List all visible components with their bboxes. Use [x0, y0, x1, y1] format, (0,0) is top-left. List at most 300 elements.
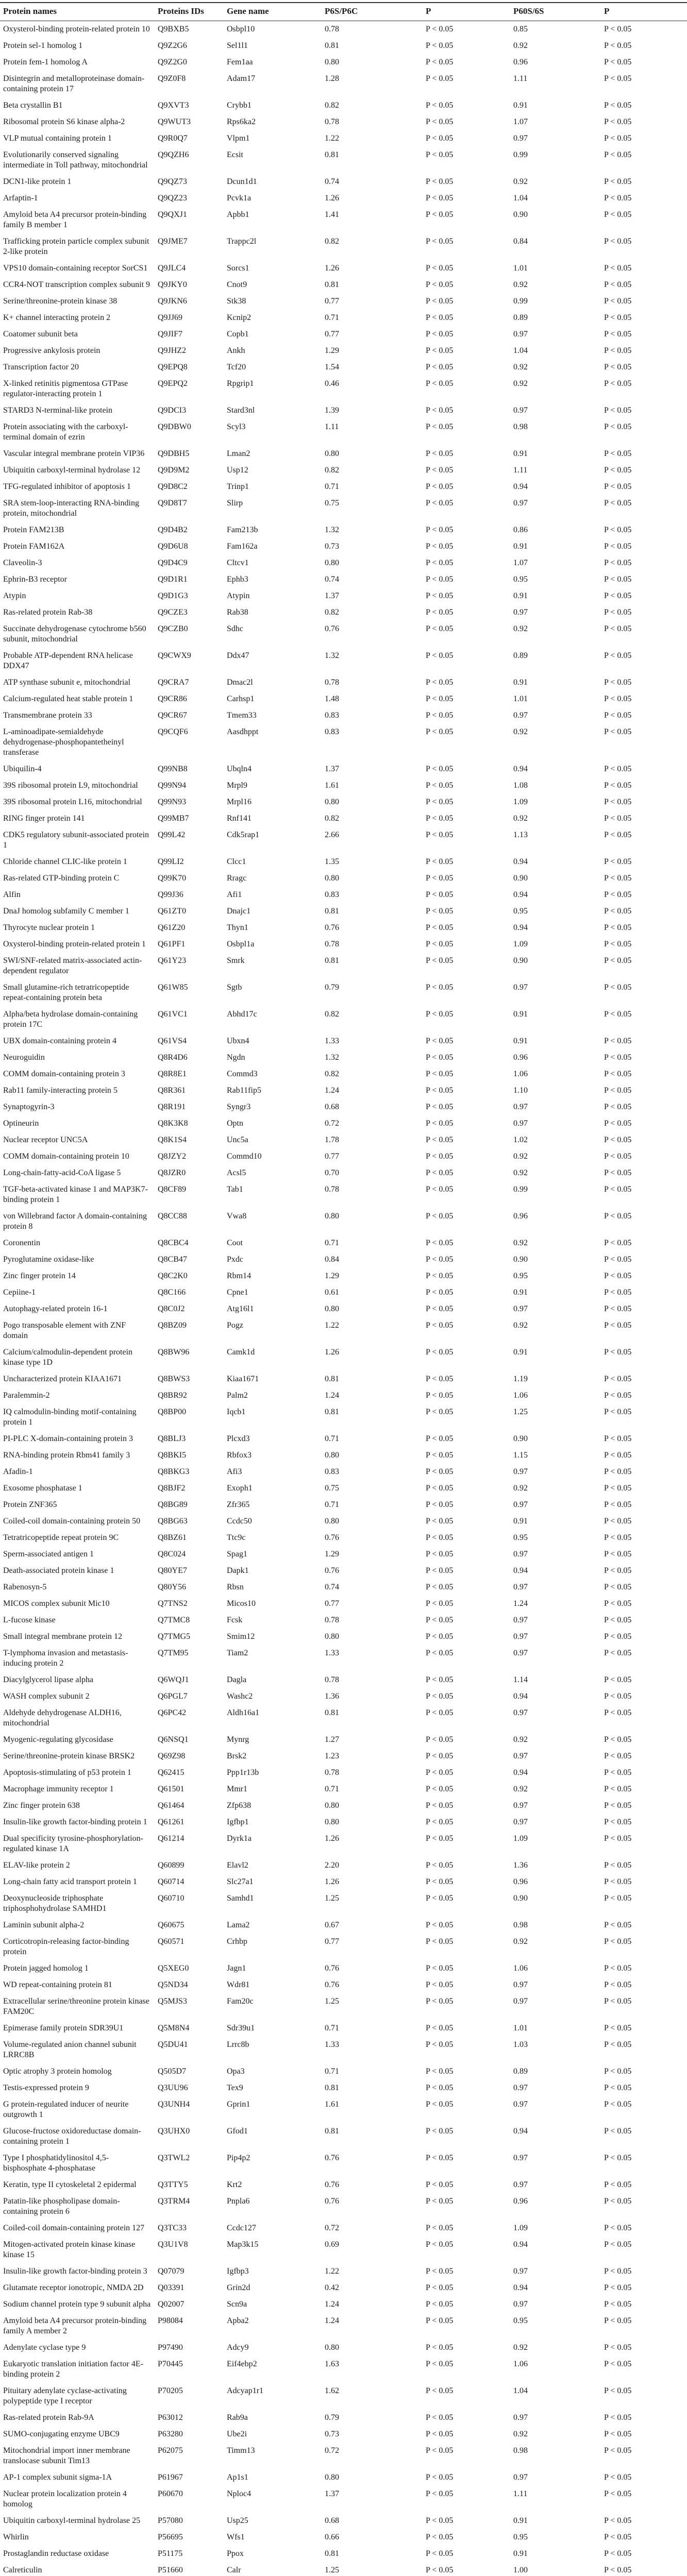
cell-gene-name: Dnajc1	[227, 907, 251, 916]
cell-ratio-p60s-6s: 0.97	[513, 711, 528, 720]
cell-p-value-1: P < 0.05	[426, 1010, 454, 1019]
header-p-value-1: P	[423, 3, 510, 21]
cell-p-value-2: P < 0.05	[604, 2533, 632, 2541]
cell-p-value-2: P < 0.05	[604, 1500, 632, 1509]
cell-ratio-p60s-6s: 0.94	[513, 1566, 528, 1575]
table-row	[0, 571, 687, 588]
cell-p-value-1: P < 0.05	[426, 2316, 454, 2325]
cell-protein-id: Q9CQF6	[158, 727, 188, 736]
cell-ratio-p6s-p6c: 0.80	[325, 874, 339, 883]
cell-ratio-p60s-6s: 0.94	[513, 890, 528, 899]
cell-protein-name: Succinate dehydrogenase cytochrome b560 subunit, mitochondrial	[3, 624, 146, 643]
cell-ratio-p60s-6s: 0.97	[513, 1304, 528, 1313]
table-row	[0, 462, 687, 479]
cell-p-value-1: P < 0.05	[426, 1408, 454, 1416]
cell-p-value-2: P < 0.05	[604, 313, 632, 322]
cell-ratio-p6s-p6c: 0.61	[325, 1288, 339, 1297]
cell-p-value-2: P < 0.05	[604, 526, 632, 534]
cell-protein-name: Oxysterol-binding protein-related protein 10	[3, 25, 150, 33]
table-row	[0, 621, 687, 648]
cell-ratio-p6s-p6c: 1.61	[325, 781, 339, 790]
cell-gene-name: Ubqln4	[227, 765, 252, 773]
cell-protein-name: SRA stem-loop-interacting RNA-binding protein, mitochondrial	[3, 499, 139, 518]
cell-protein-name: CCR4-NOT transcription complex subunit 9	[3, 280, 150, 289]
cell-p-value-2: P < 0.05	[604, 1583, 632, 1591]
cell-protein-name: Macrophage immunity receptor 1	[3, 1785, 114, 1793]
cell-protein-name: IQ calmodulin-binding motif-containing protein 1	[3, 1408, 137, 1427]
cell-gene-name: Sgtb	[227, 983, 242, 992]
cell-gene-name: Unc5a	[227, 1136, 248, 1144]
cell-protein-id: P97490	[158, 2343, 183, 2352]
cell-p-value-1: P < 0.05	[426, 41, 454, 50]
table-row	[0, 854, 687, 870]
cell-protein-id: Q7TM95	[158, 1649, 189, 1657]
cell-ratio-p6s-p6c: 0.77	[325, 1599, 339, 1608]
cell-ratio-p60s-6s: 0.92	[513, 2343, 528, 2352]
cell-protein-id: Q69Z98	[158, 1752, 186, 1760]
table-row	[0, 1530, 687, 1546]
cell-ratio-p60s-6s: 0.97	[513, 1500, 528, 1509]
cell-protein-name: Myogenic-regulating glycosidase	[3, 1735, 113, 1744]
cell-p-value-2: P < 0.05	[604, 857, 632, 866]
cell-ratio-p60s-6s: 1.11	[513, 466, 528, 474]
cell-gene-name: Krt2	[227, 2180, 242, 2189]
cell-gene-name: Mynrg	[227, 1735, 249, 1744]
cell-protein-name: Serine/threonine-protein kinase 38	[3, 297, 118, 306]
table-row	[0, 870, 687, 887]
cell-ratio-p60s-6s: 0.97	[513, 330, 528, 338]
cell-p-value-1: P < 0.05	[426, 25, 454, 33]
cell-gene-name: Coot	[227, 1239, 243, 1247]
cell-ratio-p6s-p6c: 1.36	[325, 1692, 339, 1701]
cell-gene-name: Afi3	[227, 1467, 242, 1476]
cell-ratio-p60s-6s: 0.91	[513, 1010, 528, 1019]
cell-ratio-p60s-6s: 0.92	[513, 1484, 528, 1493]
cell-ratio-p6s-p6c: 1.29	[325, 1272, 339, 1280]
cell-gene-name: Gfod1	[227, 2127, 248, 2136]
cell-ratio-p6s-p6c: 0.71	[325, 313, 339, 322]
header-protein-names: Protein names	[0, 3, 155, 21]
cell-gene-name: Pcvk1a	[227, 194, 252, 202]
cell-gene-name: Sdhc	[227, 624, 243, 633]
cell-p-value-2: P < 0.05	[604, 1408, 632, 1416]
table-row	[0, 1066, 687, 1082]
cell-p-value-1: P < 0.05	[426, 1103, 454, 1111]
cell-p-value-2: P < 0.05	[604, 1168, 632, 1177]
table-row	[0, 376, 687, 402]
cell-gene-name: Dapk1	[227, 1566, 249, 1575]
cell-p-value-1: P < 0.05	[426, 2413, 454, 2422]
cell-gene-name: Rpgrip1	[227, 379, 254, 388]
cell-ratio-p6s-p6c: 0.80	[325, 1517, 339, 1526]
cell-gene-name: Aldh16a1	[227, 1708, 260, 1717]
cell-gene-name: Opa3	[227, 2067, 245, 2076]
cell-ratio-p60s-6s: 0.97	[513, 608, 528, 617]
table-row	[0, 724, 687, 761]
cell-ratio-p60s-6s: 1.04	[513, 2386, 528, 2395]
table-row	[0, 810, 687, 827]
table-row	[0, 2443, 687, 2469]
cell-ratio-p60s-6s: 0.97	[513, 1649, 528, 1657]
cell-ratio-p6s-p6c: 0.75	[325, 1484, 339, 1493]
cell-protein-id: Q5ND34	[158, 1980, 188, 1989]
cell-protein-id: Q99MB7	[158, 814, 189, 823]
cell-ratio-p6s-p6c: 1.23	[325, 1752, 339, 1760]
cell-gene-name: Exoph1	[227, 1484, 253, 1493]
cell-ratio-p60s-6s: 1.06	[513, 2360, 528, 2368]
table-row	[0, 953, 687, 979]
cell-gene-name: Abhd17c	[227, 1010, 257, 1019]
cell-gene-name: Fam213b	[227, 526, 258, 534]
cell-p-value-2: P < 0.05	[604, 2386, 632, 2395]
cell-ratio-p6s-p6c: 1.37	[325, 2489, 339, 2498]
cell-ratio-p60s-6s: 0.94	[513, 923, 528, 932]
cell-protein-name: Pogo transposable element with ZNF domain	[3, 1321, 126, 1340]
cell-protein-id: Q61Z20	[158, 923, 186, 932]
cell-gene-name: Ngdn	[227, 1053, 245, 1062]
cell-p-value-2: P < 0.05	[604, 2154, 632, 2162]
cell-p-value-2: P < 0.05	[604, 608, 632, 617]
table-row	[0, 936, 687, 953]
cell-protein-name: Paralemmin-2	[3, 1391, 50, 1400]
cell-protein-name: Insulin-like growth factor-binding protein 3	[3, 2267, 147, 2276]
cell-p-value-2: P < 0.05	[604, 781, 632, 790]
cell-p-value-1: P < 0.05	[426, 313, 454, 322]
cell-ratio-p6s-p6c: 0.82	[325, 814, 339, 823]
cell-ratio-p6s-p6c: 0.80	[325, 1818, 339, 1826]
cell-protein-id: Q9D4B2	[158, 526, 188, 534]
cell-protein-name: Afadin-1	[3, 1467, 33, 1476]
cell-gene-name: Stk38	[227, 297, 246, 306]
cell-gene-name: Pxdc	[227, 1255, 243, 1264]
cell-ratio-p6s-p6c: 0.84	[325, 1255, 339, 1264]
cell-p-value-1: P < 0.05	[426, 1834, 454, 1843]
cell-p-value-1: P < 0.05	[426, 558, 454, 567]
cell-protein-name: Optineurin	[3, 1119, 39, 1128]
cell-ratio-p6s-p6c: 1.24	[325, 1086, 339, 1095]
cell-protein-name: Cepiine-1	[3, 1288, 36, 1297]
cell-protein-name: Small integral membrane protein 12	[3, 1632, 123, 1641]
cell-protein-id: Q8BKG3	[158, 1467, 190, 1476]
table-row	[0, 1317, 687, 1344]
cell-p-value-1: P < 0.05	[426, 1467, 454, 1476]
cell-protein-name: DnaJ homolog subfamily C member 1	[3, 907, 129, 916]
cell-protein-id: Q5DU41	[158, 2040, 188, 2049]
table-row	[0, 1268, 687, 1284]
cell-p-value-2: P < 0.05	[604, 1136, 632, 1144]
cell-protein-id: Q8R4D6	[158, 1053, 188, 1062]
cell-gene-name: Ube2i	[227, 2430, 247, 2438]
cell-protein-id: Q9DCI3	[158, 406, 187, 415]
cell-p-value-2: P < 0.05	[604, 1467, 632, 1476]
cell-ratio-p6s-p6c: 1.27	[325, 1735, 339, 1744]
cell-ratio-p6s-p6c: 0.72	[325, 2446, 339, 2455]
cell-p-value-2: P < 0.05	[604, 2316, 632, 2325]
cell-p-value-1: P < 0.05	[426, 1768, 454, 1777]
cell-gene-name: Smrk	[227, 956, 245, 965]
cell-p-value-2: P < 0.05	[604, 1675, 632, 1684]
cell-ratio-p60s-6s: 0.91	[513, 1037, 528, 1045]
table-row	[0, 2469, 687, 2486]
cell-gene-name: Palm2	[227, 1391, 248, 1400]
cell-ratio-p6s-p6c: 0.76	[325, 923, 339, 932]
cell-protein-id: P63280	[158, 2430, 183, 2438]
table-row	[0, 1781, 687, 1798]
cell-gene-name: Plcxd3	[227, 1434, 250, 1443]
cell-protein-id: Q8R361	[158, 1086, 186, 1095]
cell-protein-id: Q3TRM4	[158, 2197, 190, 2206]
cell-ratio-p60s-6s: 1.09	[513, 940, 528, 948]
cell-p-value-2: P < 0.05	[604, 1348, 632, 1357]
cell-protein-id: Q8CC88	[158, 1212, 187, 1221]
cell-p-value-1: P < 0.05	[426, 1692, 454, 1701]
cell-gene-name: Rps6ka2	[227, 117, 256, 126]
cell-protein-id: Q9JHZ2	[158, 346, 187, 355]
cell-protein-name: Corticotropin-releasing factor-binding protein	[3, 1937, 129, 1956]
table-row	[0, 2296, 687, 2313]
cell-p-value-2: P < 0.05	[604, 1692, 632, 1701]
cell-protein-id: Q8C024	[158, 1550, 186, 1558]
cell-p-value-2: P < 0.05	[604, 1010, 632, 1019]
cell-protein-name: Atypin	[3, 591, 26, 600]
table-row	[0, 920, 687, 936]
cell-ratio-p60s-6s: 0.94	[513, 482, 528, 491]
cell-gene-name: Rab38	[227, 608, 248, 617]
cell-protein-name: RNA-binding protein Rbm41 family 3	[3, 1451, 130, 1460]
cell-gene-name: Ccdc50	[227, 1517, 252, 1526]
cell-protein-id: Q80Y56	[158, 1583, 187, 1591]
cell-p-value-1: P < 0.05	[426, 2446, 454, 2455]
table-row	[0, 1563, 687, 1579]
cell-ratio-p6s-p6c: 0.82	[325, 466, 339, 474]
cell-ratio-p6s-p6c: 0.80	[325, 1632, 339, 1641]
cell-ratio-p6s-p6c: 1.22	[325, 134, 339, 143]
cell-ratio-p6s-p6c: 0.76	[325, 1980, 339, 1989]
cell-protein-name: TGF-beta-activated kinase 1 and MAP3K7-binding protein 1	[3, 1185, 148, 1204]
cell-p-value-1: P < 0.05	[426, 526, 454, 534]
cell-p-value-2: P < 0.05	[604, 814, 632, 823]
cell-gene-name: Atg16l1	[227, 1304, 254, 1313]
cell-p-value-2: P < 0.05	[604, 1877, 632, 1886]
cell-p-value-2: P < 0.05	[604, 2067, 632, 2076]
cell-protein-name: Ubiquitin carboxyl-terminal hydrolase 12	[3, 466, 141, 474]
cell-protein-name: DCN1-like protein 1	[3, 177, 72, 186]
cell-p-value-2: P < 0.05	[604, 1434, 632, 1443]
cell-ratio-p60s-6s: 0.94	[513, 857, 528, 866]
cell-ratio-p60s-6s: 0.92	[513, 1785, 528, 1793]
cell-ratio-p60s-6s: 0.97	[513, 1616, 528, 1624]
cell-protein-name: Rab11 family-interacting protein 5	[3, 1086, 118, 1095]
cell-gene-name: Cnot9	[227, 280, 247, 289]
cell-ratio-p6s-p6c: 0.81	[325, 2083, 339, 2092]
cell-protein-id: Q9CZE3	[158, 608, 188, 617]
cell-ratio-p60s-6s: 0.97	[513, 2180, 528, 2189]
table-row	[0, 1765, 687, 1781]
cell-protein-name: Serine/threonine-protein kinase BRSK2	[3, 1752, 135, 1760]
cell-p-value-1: P < 0.05	[426, 1877, 454, 1886]
cell-protein-id: Q3UHX0	[158, 2127, 190, 2136]
cell-ratio-p60s-6s: 0.97	[513, 1632, 528, 1641]
cell-protein-id: Q61ZT0	[158, 907, 187, 916]
cell-ratio-p60s-6s: 1.15	[513, 1451, 528, 1460]
cell-p-value-1: P < 0.05	[426, 1708, 454, 1717]
cell-protein-id: Q8BWS3	[158, 1375, 190, 1383]
cell-gene-name: Fcsk	[227, 1616, 243, 1624]
cell-protein-name: Ras-related protein Rab-38	[3, 608, 93, 617]
cell-p-value-1: P < 0.05	[426, 2180, 454, 2189]
cell-ratio-p60s-6s: 0.97	[513, 1103, 528, 1111]
cell-protein-name: SWI/SNF-related matrix-associated actin-dependent regulator	[3, 956, 142, 975]
table-row	[0, 260, 687, 277]
cell-ratio-p60s-6s: 0.85	[513, 25, 528, 33]
cell-p-value-2: P < 0.05	[604, 1861, 632, 1870]
cell-protein-id: Q9QZ23	[158, 194, 187, 202]
cell-gene-name: Map3k15	[227, 2240, 259, 2249]
cell-ratio-p6s-p6c: 0.77	[325, 1152, 339, 1161]
cell-gene-name: Scyl3	[227, 422, 246, 431]
cell-gene-name: Mrpl16	[227, 798, 252, 806]
cell-ratio-p60s-6s: 0.89	[513, 651, 528, 660]
cell-ratio-p6s-p6c: 0.71	[325, 1500, 339, 1509]
cell-ratio-p60s-6s: 0.94	[513, 765, 528, 773]
cell-ratio-p60s-6s: 0.97	[513, 1467, 528, 1476]
cell-p-value-2: P < 0.05	[604, 1801, 632, 1810]
cell-p-value-2: P < 0.05	[604, 466, 632, 474]
cell-p-value-1: P < 0.05	[426, 1735, 454, 1744]
cell-ratio-p6s-p6c: 0.79	[325, 2413, 339, 2422]
header-ratio-p60s-6s: P60S/6S	[510, 3, 601, 21]
cell-protein-name: Keratin, type II cytoskeletal 2 epidermal	[3, 2180, 137, 2189]
cell-protein-id: Q9CR86	[158, 694, 187, 703]
cell-ratio-p6s-p6c: 1.48	[325, 694, 339, 703]
cell-ratio-p60s-6s: 0.97	[513, 2473, 528, 2482]
cell-p-value-2: P < 0.05	[604, 1272, 632, 1280]
cell-gene-name: Lrrc8b	[227, 2040, 249, 2049]
table-row	[0, 538, 687, 555]
cell-p-value-1: P < 0.05	[426, 2083, 454, 2092]
cell-ratio-p6s-p6c: 0.78	[325, 1185, 339, 1194]
table-row	[0, 1208, 687, 1235]
cell-protein-name: Disintegrin and metalloproteinase domain-containing protein 17	[3, 74, 145, 93]
cell-protein-id: Q9CRA7	[158, 678, 189, 687]
table-row	[0, 1857, 687, 1874]
cell-protein-name: Sodium channel protein type 9 subunit alpha	[3, 2300, 151, 2309]
cell-protein-name: Mitogen-activated protein kinase kinase kinase 15	[3, 2240, 136, 2259]
cell-ratio-p60s-6s: 0.92	[513, 41, 528, 50]
cell-p-value-2: P < 0.05	[604, 58, 632, 66]
cell-protein-id: Q6PC42	[158, 1708, 187, 1717]
table-row	[0, 233, 687, 260]
cell-p-value-1: P < 0.05	[426, 608, 454, 617]
cell-protein-name: T-lymphoma invasion and metastasis-inducing protein 2	[3, 1649, 128, 1668]
cell-ratio-p60s-6s: 0.96	[513, 1877, 528, 1886]
table-row	[0, 887, 687, 903]
cell-ratio-p6s-p6c: 0.76	[325, 2197, 339, 2206]
cell-p-value-2: P < 0.05	[604, 2300, 632, 2309]
cell-p-value-2: P < 0.05	[604, 1070, 632, 1078]
cell-protein-name: Adenylate cyclase type 9	[3, 2343, 86, 2352]
cell-ratio-p6s-p6c: 1.11	[325, 422, 339, 431]
cell-ratio-p6s-p6c: 1.26	[325, 1348, 339, 1357]
cell-ratio-p6s-p6c: 0.76	[325, 1964, 339, 1973]
table-row	[0, 2177, 687, 2193]
cell-p-value-1: P < 0.05	[426, 101, 454, 110]
cell-p-value-2: P < 0.05	[604, 874, 632, 883]
cell-protein-id: Q99N93	[158, 798, 187, 806]
cell-protein-id: Q61VC1	[158, 1010, 188, 1019]
cell-gene-name: Ppp1r13b	[227, 1768, 259, 1777]
table-header	[0, 3, 687, 21]
cell-protein-name: Vascular integral membrane protein VIP36	[3, 449, 145, 458]
cell-p-value-1: P < 0.05	[426, 694, 454, 703]
cell-gene-name: Mmr1	[227, 1785, 247, 1793]
table-row	[0, 2410, 687, 2426]
cell-protein-id: Q3UNH4	[158, 2100, 190, 2109]
cell-p-value-2: P < 0.05	[604, 1566, 632, 1575]
cell-p-value-2: P < 0.05	[604, 2566, 632, 2574]
cell-p-value-2: P < 0.05	[604, 449, 632, 458]
table-row	[0, 71, 687, 97]
cell-protein-name: Oxysterol-binding protein-related protein 1	[3, 940, 146, 948]
cell-gene-name: Cdk5rap1	[227, 831, 260, 839]
cell-ratio-p6s-p6c: 0.80	[325, 2473, 339, 2482]
cell-p-value-1: P < 0.05	[426, 1391, 454, 1400]
cell-protein-name: Exosome phosphatase 1	[3, 1484, 82, 1493]
cell-protein-name: Claveolin-3	[3, 558, 42, 567]
cell-gene-name: Stard3nl	[227, 406, 255, 415]
cell-p-value-1: P < 0.05	[426, 1288, 454, 1297]
cell-protein-id: Q9JKY0	[158, 280, 187, 289]
cell-protein-id: Q9DBH5	[158, 449, 190, 458]
cell-ratio-p6s-p6c: 1.63	[325, 2360, 339, 2368]
table-row	[0, 1513, 687, 1530]
cell-protein-id: Q8BG63	[158, 1517, 188, 1526]
cell-p-value-1: P < 0.05	[426, 1649, 454, 1657]
cell-ratio-p60s-6s: 0.92	[513, 363, 528, 371]
cell-p-value-2: P < 0.05	[604, 1103, 632, 1111]
cell-p-value-2: P < 0.05	[604, 624, 632, 633]
cell-protein-name: Protein jagged homolog 1	[3, 1964, 89, 1973]
cell-gene-name: Ttc9c	[227, 1533, 246, 1542]
cell-protein-name: Amyloid beta A4 precursor protein-binding family B member 1	[3, 210, 147, 229]
cell-p-value-1: P < 0.05	[426, 1632, 454, 1641]
cell-ratio-p6s-p6c: 0.72	[325, 1119, 339, 1128]
cell-gene-name: Vwa8	[227, 1212, 247, 1221]
cell-ratio-p60s-6s: 0.91	[513, 678, 528, 687]
cell-protein-name: Insulin-like growth factor-binding protein 1	[3, 1818, 147, 1826]
cell-protein-id: Q61W85	[158, 983, 188, 992]
cell-protein-name: Pyroglutamine oxidase-like	[3, 1255, 94, 1264]
cell-p-value-1: P < 0.05	[426, 1168, 454, 1177]
cell-gene-name: Ephb3	[227, 575, 248, 584]
cell-ratio-p60s-6s: 0.91	[513, 2549, 528, 2558]
cell-ratio-p6s-p6c: 1.37	[325, 591, 339, 600]
cell-ratio-p60s-6s: 0.94	[513, 1768, 528, 1777]
table-row	[0, 2080, 687, 2096]
cell-p-value-1: P < 0.05	[426, 466, 454, 474]
cell-protein-name: STARD3 N-terminal-like protein	[3, 406, 113, 415]
cell-p-value-1: P < 0.05	[426, 678, 454, 687]
cell-protein-name: VPS10 domain-containing receptor SorCS1	[3, 264, 148, 273]
cell-ratio-p60s-6s: 1.06	[513, 1070, 528, 1078]
cell-ratio-p6s-p6c: 2.20	[325, 1861, 339, 1870]
cell-protein-name: Alfin	[3, 890, 21, 899]
cell-ratio-p60s-6s: 1.07	[513, 558, 528, 567]
cell-protein-id: Q61214	[158, 1834, 185, 1843]
cell-gene-name: Clcc1	[227, 857, 246, 866]
cell-protein-name: Type I phosphatidylinositol 4,5-bisphosphate 4-phosphatase	[3, 2154, 109, 2173]
cell-protein-id: Q8BP00	[158, 1408, 187, 1416]
